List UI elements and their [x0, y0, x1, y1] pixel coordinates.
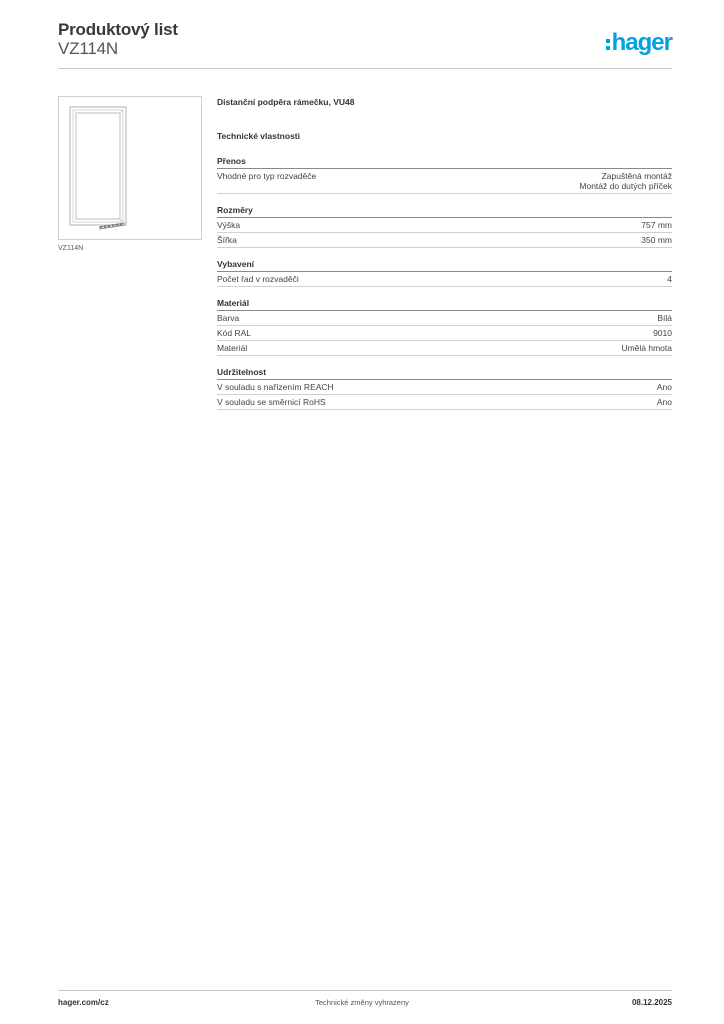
spec-value — [667, 274, 672, 284]
spec-row — [217, 218, 672, 233]
spec-value — [579, 171, 672, 191]
spec-label: Šířka — [217, 235, 237, 245]
spec-label: V souladu se směrnicí RoHS — [217, 397, 326, 407]
spec-label: Materiál — [217, 343, 248, 353]
spec-label: Kód RAL — [217, 328, 252, 338]
spec-value-line: 9010 — [653, 328, 672, 338]
product-code: VZ114N — [58, 39, 118, 58]
product-details — [217, 97, 672, 410]
product-image — [58, 96, 202, 240]
header-divider — [58, 68, 672, 69]
logo-mark-icon — [606, 39, 610, 50]
footer-date: 08.12.2025 — [631, 998, 672, 1007]
spec-row — [217, 272, 672, 287]
spec-value — [621, 343, 672, 353]
spec-section — [217, 367, 672, 410]
page-title: Produktový list — [58, 20, 178, 39]
spec-value-line: Zapuštěná montáž — [601, 171, 672, 181]
footer-divider — [58, 990, 672, 991]
section-title: Vybavení — [217, 259, 672, 272]
spec-label: Vhodné pro typ rozvaděče — [217, 171, 317, 181]
hager-logo — [606, 28, 672, 58]
spec-label: V souladu s nařízením REACH — [217, 382, 334, 392]
spec-row — [217, 233, 672, 248]
spec-row — [217, 380, 672, 395]
spec-section — [217, 156, 672, 194]
spec-value-line: 350 mm — [641, 235, 672, 245]
spec-label: Počet řad v rozvaděči — [217, 274, 299, 284]
spec-value — [657, 313, 672, 323]
section-title: Udržitelnost — [217, 367, 672, 380]
image-caption: VZ114N — [58, 245, 84, 252]
spec-value — [653, 328, 672, 338]
spec-value — [641, 235, 672, 245]
spec-section — [217, 205, 672, 248]
spec-row — [217, 169, 672, 194]
spec-value — [657, 397, 672, 407]
spec-value-line: Montáž do dutých příček — [579, 181, 672, 191]
footer-website: hager.com/cz — [58, 998, 109, 1007]
spec-label: Barva — [217, 313, 240, 323]
spec-row — [217, 326, 672, 341]
spec-label: Výška — [217, 220, 241, 230]
logo-text: hager — [611, 29, 672, 56]
spec-row — [217, 395, 672, 410]
section-title: Přenos — [217, 156, 672, 169]
spec-value-line: Umělá hmota — [621, 343, 672, 353]
spec-value-line: Bílá — [657, 313, 672, 323]
spec-value-line: Ano — [656, 397, 672, 407]
spec-value-line: 757 mm — [641, 220, 672, 230]
spec-sections — [217, 156, 672, 410]
section-title: Materiál — [217, 298, 672, 311]
technical-properties-heading: Technické vlastnosti — [217, 131, 300, 141]
spec-value-line: Ano — [656, 382, 672, 392]
spec-row — [217, 341, 672, 356]
spec-row — [217, 311, 672, 326]
spec-value — [657, 382, 672, 392]
page-header — [58, 20, 672, 70]
spec-value — [641, 220, 672, 230]
spec-value-line: 4 — [667, 274, 672, 284]
spec-section — [217, 259, 672, 287]
footer-note: Technické změny vyhrazeny — [315, 998, 409, 1007]
product-name: Distanční podpěra rámečku, VU48 — [217, 97, 355, 107]
spec-section — [217, 298, 672, 356]
frame-support-illustration — [59, 97, 201, 239]
section-title: Rozměry — [217, 205, 672, 218]
